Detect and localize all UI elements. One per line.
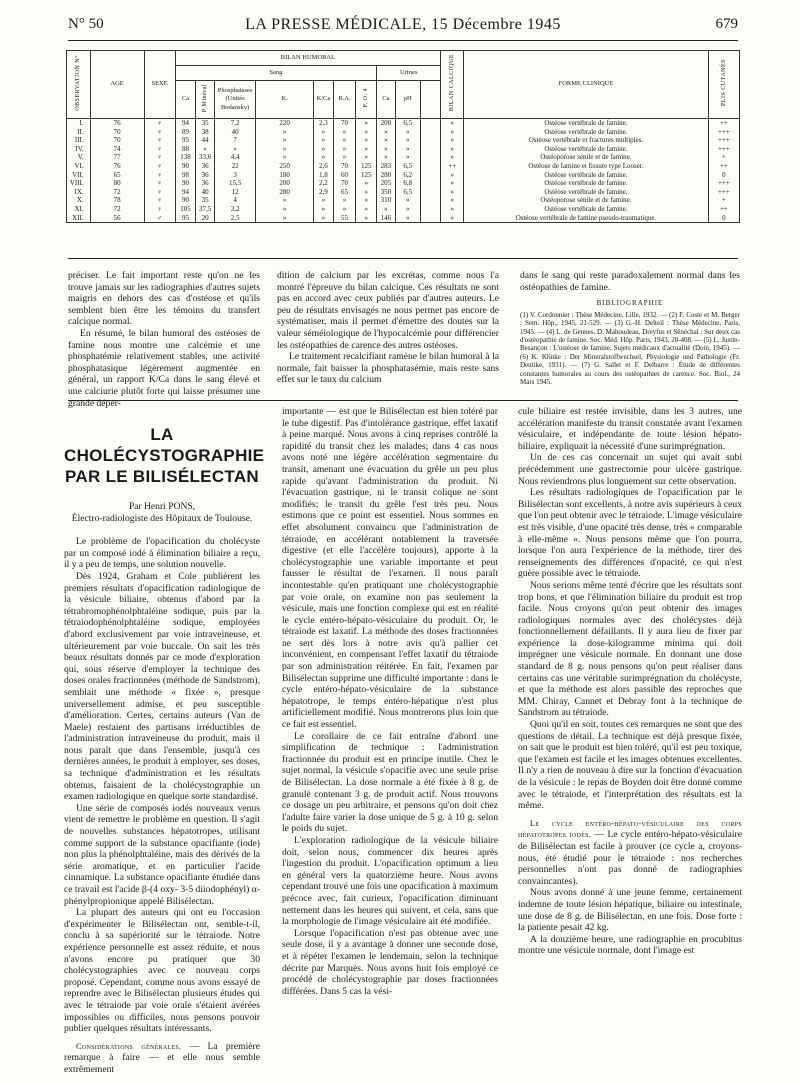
cell-obs: IX. [67, 188, 91, 197]
cell-age: 56 [90, 214, 144, 223]
th-p2o4: P. O. 4 [356, 81, 377, 119]
cell-bc: » [441, 188, 464, 197]
cell-forme: Ostéose de famine et fissure type Looser. [464, 162, 709, 171]
paragraph: cule biliaire est restée invisible, dans les 3 autres, une accélération manifeste du transit constatée avant l'examen vésiculaire, et indépendante de toute lésion hépato-biliaire, expliquait la nécessité d'une surimprégnation. [518, 406, 742, 452]
cell-forme: Ostéose vertébrale de famine. [464, 145, 709, 154]
cell-plis: + [708, 153, 739, 162]
cell-empty [420, 145, 441, 154]
cell-forme: Ostéose vertébrale de famine. [464, 119, 709, 128]
cell-k: » [256, 205, 314, 214]
bibliography-title: BIBLIOGRAPHIE [596, 299, 664, 308]
cell-uca: » [377, 153, 396, 162]
cell-empty [420, 179, 441, 188]
cell-ra: » [333, 205, 356, 214]
cell-empty [420, 153, 441, 162]
cell-phos: 4 [215, 196, 256, 205]
table-row [67, 188, 740, 197]
cell-uca: 310 [377, 196, 396, 205]
cell-age: 74 [90, 145, 144, 154]
cell-bc: » [441, 136, 464, 145]
cell-obs: VI. [67, 162, 91, 171]
cell-phos: 4,4 [215, 153, 256, 162]
cell-ca: 98 [175, 171, 196, 180]
cell-p: 40 [196, 188, 215, 197]
article-column-3 [518, 406, 742, 957]
cell-phos: 3,2 [215, 205, 256, 214]
cell-ph: » [395, 205, 420, 214]
cell-forme: Ostéose vertébrale de famine. [464, 179, 709, 188]
cell-ph: » [395, 153, 420, 162]
paragraph: Une série de composés iodés nouveaux venus vient de remettre le problème en question. Il s'agit de nouvelles substances hépatotropes, utilisant comme support de la substance opacifiante (iode) non plus la phénolphtaléine, mais des dérivés de la série aromatique, et en particulier l'acide cinnamique. La substance opacifiante étudiée dans ce travail est l'acide β-(4 oxy- 3-5 diiodophényl) α-phénylpropionique appelé Bilisélectan. [64, 802, 260, 907]
cell-forme: Ostéose vertébrale de famine. [464, 128, 709, 137]
cell-kca: » [314, 196, 333, 205]
th-ph: pH [395, 81, 420, 119]
cell-age: 70 [90, 136, 144, 145]
cell-sex: ♀ [144, 128, 175, 137]
cell-uca: 350 [377, 188, 396, 197]
cell-kca: » [314, 145, 333, 154]
cell-phos: » [215, 145, 256, 154]
paragraph: dans le sang qui reste paradoxalement normal dans les ostéopathies de famine. [520, 270, 740, 293]
cell-ph: » [395, 136, 420, 145]
paragraph: A la douzième heure, une radiographie en procubitus montre une vésicule normale, dont l'image est [518, 933, 742, 957]
cell-k: 180 [256, 171, 314, 180]
cell-ca: 89 [175, 128, 196, 137]
bibliography: (1) V. Cordonnier : Thèse Médecine, Lille, 1932. — (2) F. Coste et M. Berger : Sem. Hôp., 1945, 21-529. — (3) G.-H. Delteil : Thèse Médecine, Paris, 1945. — (4) L. de Gennes, D. Mahoudeau, Dreyfus et Sénéchal : Sur deux cas d'ostéopathie de famine. Soc. Méd. Hôp. Paris, 1943, 28-408. — (5) L. Justin-Besançon : L'ostéose de famine. Sujets médicaux d'actualité (Doin, 1945). — (6) K. Klinke : Der Mineralstoffwechsel, Physiologie und Pathologie (Fr. Deutike, 1931). — (7) G. Sallet et F. Delbarre : Étude de différentes constantes humorales au cours des ostéopathies de carence. Soc. Biol., 24 Mars 1945. [520, 310, 740, 387]
bilan-humoral-table [66, 50, 740, 223]
cell-obs: I. [67, 119, 91, 128]
table-body [67, 119, 740, 223]
cell-kca: » [314, 128, 333, 137]
cell-uca: 283 [377, 162, 396, 171]
cell-bc: » [441, 179, 464, 188]
th-urines: Urines [377, 66, 441, 81]
section-text: — La première remarque à faire — et elle nous semble extrêmement [64, 1040, 261, 1075]
cell-ca: 90 [175, 196, 196, 205]
table-row [67, 214, 740, 223]
cell-empty [420, 205, 441, 214]
paragraph: Le problème de l'opacification du cholécyste par un composé iodé à élimination biliaire a reçu, il y a peu de temps, une solution nouvelle. [64, 536, 260, 571]
th-ra: R.A. [333, 81, 356, 119]
cell-uca: » [377, 128, 396, 137]
section-paragraph [518, 818, 742, 888]
cell-empty [420, 119, 441, 128]
cell-p: 36 [196, 171, 215, 180]
cell-uca: 146 [377, 214, 396, 223]
cell-bc: » [441, 128, 464, 137]
cell-forme: Ostéose vertébrale de famine. [464, 188, 709, 197]
cell-ra: » [333, 153, 356, 162]
cell-obs: IV. [67, 145, 91, 154]
cell-bc: » [441, 214, 464, 223]
cell-plis: ++ [708, 205, 739, 214]
cell-plis: ++ [708, 162, 739, 171]
paragraph: Le corollaire de ce fait entraîne d'abord une simplification de technique : l'administration fractionnée du produit est en principe inutile. Chez le sujet normal, la vésicule s'opacifie avec une seule prise de Bilisélectan. La dose normale a été fixée à 8 g. de granulé contenant 3 g. de produit actif. Nous trouvons ce dosage un peu arbitraire, et pensons qu'on doit chez l'adulte faire varier la dose unique de 5 g. à 10 g. selon le poids du sujet. [282, 730, 498, 835]
cell-ph: 6,5 [395, 188, 420, 197]
page-number: 679 [715, 16, 738, 32]
cell-k: » [256, 128, 314, 137]
cell-ca: 95 [175, 136, 196, 145]
cell-sex: ♀ [144, 179, 175, 188]
th-sang: Sang [175, 66, 376, 81]
table-row [67, 171, 740, 180]
page-header [68, 16, 738, 36]
cell-bc: » [441, 145, 464, 154]
paragraph: En résumé, le bilan humoral des ostéoses de famine nous montre une calcémie et une phosphatémie relativement stables, une activité phosphatasique légèrement augmentée en général, un rapport K/Ca dans le sang élevé et une calciurie plutôt forte qui laisse présumer une grande déper- [68, 327, 260, 409]
paragraph: Dès 1924, Graham et Cole publièrent les premiers résultats d'opacification radiologique de la vésicule biliaire, obtenus d'abord par la tétrabromophénolphtaléine sodique, puis par la tétraiodophénolphtaléine sodique, employées d'abord exclusivement par voie intraveineuse, et ultérieurement par voie buccale. On sait les très beaux résultats donnés par ce mode d'exploration qui, sous réserve d'employer la technique des doses orales fractionnées (méthode de Sandstrom), semblait une méthode « fixée », presque universellement admise, et peu susceptible d'amélioration. Certes, certains auteurs (Van de Maele) restaient des partisans irréductibles de l'administration intraveineuse du produit, mais il nous paraît que dans l'ensemble, jusqu'à ces dernières années, le produit à employer, ses doses, sa technique d'administration et les résultats obtenus, faisaient de la cholécystographie un examen radiologique en quelque sorte standardisé. [64, 570, 260, 803]
journal-title: LA PRESSE MÉDICALE, 15 Décembre 1945 [245, 16, 561, 33]
cell-kca: » [314, 136, 333, 145]
table-row [67, 145, 740, 154]
cell-phos: 22 [215, 162, 256, 171]
cell-k: » [256, 153, 314, 162]
cell-kca: » [314, 153, 333, 162]
article-column-1 [64, 406, 265, 1076]
cell-plis: + [708, 196, 739, 205]
cell-p: 36 [196, 179, 215, 188]
table-row [67, 128, 740, 137]
th-sexe: SEXE [144, 51, 175, 119]
cell-ph: 6,5 [395, 162, 420, 171]
paragraph: Le traitement recalcifiant ramène le bilan humoral à la normale, fait baisser la phosphatasémie, mais reste sans effet sur le taux du calcium [277, 351, 499, 386]
cell-uca: 205 [377, 179, 396, 188]
cell-p2o4: » [356, 136, 377, 145]
cell-plis: +++ [708, 136, 739, 145]
cell-kca: 2,2 [314, 179, 333, 188]
cell-kca: 2,6 [314, 162, 333, 171]
cell-p: 38 [196, 128, 215, 137]
cell-ph: 6,2 [395, 171, 420, 180]
cell-ph: » [395, 145, 420, 154]
paragraph: L'exploration radiologique de la vésicule biliaire doit, selon nous, commencer dix heures après l'ingestion du produit. L'opacification optimum a lieu en général vers la quatorzième heure. Nous avons cependant trouvé une fois une opacification à maximum précoce avec, fait curieux, l'opacification diminuant nettement dans les heures qui suivent, et cela, sans que la morphologie de l'image vésiculaire ait été modifiée. [282, 834, 498, 928]
cell-p: 37,5 [196, 205, 215, 214]
cell-ra: 65 [333, 188, 356, 197]
cell-ra: 70 [333, 179, 356, 188]
issue-number: N° 50 [68, 16, 104, 32]
cell-sex: ♀ [144, 205, 175, 214]
paragraph: préciser. Le fait important reste qu'on ne les trouve jamais sur les radiographies d'autres sujets maigris en dehors des cas d'ostéose et qu'ils semblent bien être les témoins du transfert calcique normal. [68, 270, 260, 328]
table-row [67, 119, 740, 128]
article-title: LA CHOLÉCYSTOGRAPHIE PAR LE BILISÉLECTAN [64, 425, 265, 486]
cell-ca: 88 [175, 145, 196, 154]
table-row [67, 196, 740, 205]
bilan-table-wrapper [66, 50, 740, 223]
cell-phos: 15,5 [215, 179, 256, 188]
cell-forme: Ostéose vertébrale de famine. [464, 171, 709, 180]
cell-age: 65 [90, 171, 144, 180]
cell-bc: ++ [441, 162, 464, 171]
th-spacer [420, 81, 441, 119]
cell-age: 72 [90, 188, 144, 197]
cell-uca: » [377, 145, 396, 154]
cell-obs: III. [67, 136, 91, 145]
cell-bc: » [441, 196, 464, 205]
cell-k: » [256, 145, 314, 154]
paragraph: La plupart des auteurs qui ont eu l'occasion d'expérimenter le Bilisélectan ont, semble-t-il, conclu à sa supériorité sur le tétraiode. Notre expérience personnelle est assez réduite, et nous n'avons encore pu pratiquer que 30 cholécystographies avec ce nouveau corps proposé. Cependant, comme nous avons essayé de reprendre avec le Bilisélectan plusieurs études qui avec le tétraiode par voie orale s'étaient avérées impossibles ou difficiles, nous pensons pouvoir publier quelques résultats intéressants. [64, 907, 260, 1035]
cell-p2o4: » [356, 214, 377, 223]
th-age: AGE [90, 51, 144, 119]
cell-empty [420, 136, 441, 145]
section-text: — Le cycle entéro-hépato-vésiculaire de Bilisélectan est facile à prouver (ce cycle a, croyons-nous, été étudié pour le tétraiode : nos recherches personnelles n'ont pas donné de radiographies convaincantes). [518, 829, 743, 887]
cell-sex: ♀ [144, 188, 175, 197]
cell-phos: 2,5 [215, 214, 256, 223]
cell-p2o4: » [356, 205, 377, 214]
cell-age: 76 [90, 119, 144, 128]
cell-ca: 94 [175, 119, 196, 128]
cell-obs: VII. [67, 171, 91, 180]
paragraph: Lorsque l'opacification n'est pas obtenue avec une seule dose, il y a avantage à donner une seconde dose, et à répéter l'examen le lendemain, selon la technique décrite par Marquès. Nous avons huit fois employé ce procédé de cholécystographie par doses fractionnées différées. Dans 5 cas la vési- [282, 927, 498, 997]
th-bilan-calcique: BILAN CALCIQUE [441, 51, 464, 119]
table-row [67, 179, 740, 188]
cell-age: 80 [90, 179, 144, 188]
cell-p: 35 [196, 119, 215, 128]
cell-kca: » [314, 214, 333, 223]
cell-ph: » [395, 128, 420, 137]
cell-phos: 7 [215, 136, 256, 145]
cell-k: » [256, 136, 314, 145]
cell-bc: » [441, 205, 464, 214]
cell-ca: 138 [175, 153, 196, 162]
cell-ra: » [333, 145, 356, 154]
cell-p2o4: » [356, 153, 377, 162]
cell-phos: 3 [215, 171, 256, 180]
cell-plis: +++ [708, 128, 739, 137]
cell-ra: » [333, 128, 356, 137]
cell-ra: 55 [333, 214, 356, 223]
paragraph: Nous serions même tenté d'écrire que les résultats sont trop bons, et que l'élimination biliaire du produit est trop facile. Nous croyons qu'on peut obtenir des images radiologiques normales avec des cholécystes déjà fonctionnellement défaillants. Il y aura lieu de fixer par expérience la dose-kilogramme minima qui doit imprégner une vésicule normale. En donnant une dose standard de 8 g. nous pensons qu'on peut réaliser dans certains cas une véritable surimprégnation du cholécyste, et que la méthode est alors passible des reproches que MM. Chiray, Cannet et Debray font à la technique de Sandstrom au tétraiode. [518, 579, 742, 719]
cell-ra: » [333, 196, 356, 205]
cell-uca: 280 [377, 171, 396, 180]
cell-kca: 2,3 [314, 119, 333, 128]
cell-p: 44 [196, 136, 215, 145]
cell-k: » [256, 214, 314, 223]
top-column-3 [520, 270, 740, 386]
cell-obs: II. [67, 128, 91, 137]
cell-p2o4: » [356, 179, 377, 188]
cell-phos: 12 [215, 188, 256, 197]
cell-p2o4: » [356, 128, 377, 137]
cell-obs: V. [67, 153, 91, 162]
cell-p: 35 [196, 196, 215, 205]
table-row [67, 162, 740, 171]
cell-k: 280 [256, 188, 314, 197]
paragraph: Un de ces cas concernait un sujet qui avait subi précédemment une gastrectomie pour ulcère gastrique. Nous reviendrons plus longuement sur cette observation. [518, 452, 742, 487]
cell-p2o4: » [356, 196, 377, 205]
cell-bc: » [441, 153, 464, 162]
cell-p: 36 [196, 162, 215, 171]
cell-p2o4: » [356, 188, 377, 197]
th-ca: Ca [175, 81, 196, 119]
cell-k: » [256, 196, 314, 205]
cell-obs: XI. [67, 205, 91, 214]
cell-phos: 40 [215, 128, 256, 137]
cell-uca: » [377, 205, 396, 214]
cell-p2o4: » [356, 145, 377, 154]
cell-kca: » [314, 205, 333, 214]
cell-p: 20 [196, 214, 215, 223]
cell-k: 250 [256, 162, 314, 171]
cell-sex: ♀ [144, 153, 175, 162]
cell-age: 78 [90, 196, 144, 205]
cell-forme: Ostéose vertébrale de famine pseudo-traumatique. [464, 214, 709, 223]
cell-bc: » [441, 119, 464, 128]
cell-bc: » [441, 171, 464, 180]
cell-ca: 105 [175, 205, 196, 214]
cell-ca: 95 [175, 214, 196, 223]
cell-sex: ♀ [144, 145, 175, 154]
paragraph: importante — est que le Bilisélectan est bien toléré par le tube digestif. Pas d'intolérance gastrique, effet laxatif à peine marqué. Nous avons à cinq reprises contrôlé la rapidité du transit chez les malades; dans 4 cas nous avons noté une légère accélération segmentaire du transit, amenant une évacuation du grêle un peu plus rapide qu'avant l'administration du produit. Ni l'évacuation gastrique, ni le transit colique ne sont modifiés; le transit du grêle l'est très peu. Nous estimons que ce point est essentiel. Nous sommes en effet absolument convaincu que l'administration de tétraiode, en accélérant notablement la traversée digestive (et elle l'accélère toujours), apporte à la cholécystographie une variable importante et peut fausser le résultat de l'examen. Il nous paraît incontestable qu'en pratiquant une cholécystographie par voie orale, on examine non pas seulement la vésicule, mais une fonction complexe qui est en réalité le cycle entéro-hépato-vésiculaire du produit. Or, le tétraiode est laxatif. La méthode des doses fractionnées ne sert dès lors à notre avis qu'à pallier cet inconvénient, en compensant l'effet laxatif du tétraiode par son administration réitérée. En fait, l'examen par Bilisélectan supprime une difficulté importante : dans le cycle entéro-hépato-vésiculaire de la substance hépatotrope, le temps entéro-hépatique n'est plus artificiellement modifié. Nous montrerons plus loin que ce fait est essentiel. [282, 406, 498, 731]
cell-age: 76 [90, 162, 144, 171]
th-forme-clinique: FORME CLINIQUE [464, 51, 709, 119]
cell-ra: 60 [333, 171, 356, 180]
cell-plis: ++ [708, 119, 739, 128]
cell-age: 72 [90, 205, 144, 214]
cell-sex: ♀ [144, 162, 175, 171]
cell-p: » [196, 145, 215, 154]
cell-sex: ♀ [144, 171, 175, 180]
cell-sex: ♀ [144, 136, 175, 145]
cell-ph: » [395, 196, 420, 205]
cell-plis: +++ [708, 188, 739, 197]
th-observation: OBSERVATION N° [67, 51, 91, 119]
cell-empty [420, 214, 441, 223]
cell-obs: X. [67, 196, 91, 205]
cell-ph: 6,8 [395, 179, 420, 188]
paragraph: Nous avons donné à une jeune femme, certainement indemne de toute lésion hépatique, biliaire ou intestinale, une dose de 8 g. de Bilisélectan, en une fois. Dose forte : la patiente pesait 42 kg. [518, 887, 742, 934]
cell-p2o4: 125 [356, 162, 377, 171]
paragraph: Quoi qu'il en soit, toutes ces remarques ne sont que des questions de détail. La technique est déjà presque fixée, on sait que le produit est bien toléré, qu'il est peu toxique, que l'examen est facile et les images obtenues excellentes. Il n'y a rien de nouveau à dire sur la fonction d'évacuation de la vésicule : le repas de Boyden doit être donné comme avec le tétraiode, et l'interprétation des résultats est la même. [518, 719, 742, 812]
top-column-2 [277, 270, 499, 386]
cell-obs: VIII. [67, 179, 91, 188]
cell-plis: 0 [708, 171, 739, 180]
cell-forme: Ostéoporose sénile et de famine. [464, 153, 709, 162]
cell-obs: XII. [67, 214, 91, 223]
cell-forme: Ostéoporose sénile et de famine. [464, 196, 709, 205]
cell-sex: ♀ [144, 119, 175, 128]
section-rule [68, 400, 738, 401]
cell-empty [420, 196, 441, 205]
cell-ph: » [395, 214, 420, 223]
cell-p2o4: » [356, 119, 377, 128]
cell-kca: 2,9 [314, 188, 333, 197]
cell-empty [420, 188, 441, 197]
cell-empty [420, 162, 441, 171]
cell-uca: » [377, 136, 396, 145]
section-heading: Considérations générales. [76, 1041, 182, 1051]
article-column-2 [282, 406, 498, 997]
cell-plis: +++ [708, 145, 739, 154]
cell-ra: 70 [333, 119, 356, 128]
cell-ca: 90 [175, 162, 196, 171]
th-k: K. [256, 81, 314, 119]
cell-ra: 70 [333, 162, 356, 171]
cell-empty [420, 128, 441, 137]
th-bilan-humoral: BILAN HUMORAL [175, 51, 441, 66]
cell-age: 70 [90, 128, 144, 137]
cell-sex: ♀ [144, 196, 175, 205]
cell-plis: +++ [708, 179, 739, 188]
cell-sex: ♂ [144, 214, 175, 223]
cell-forme: Ostéose vertébrale et fractures multiples. [464, 136, 709, 145]
th-p-mineral: P Minéral [196, 81, 215, 119]
author-byline: Par Henri PONS, [128, 501, 196, 512]
th-plis-cutanes: PLIS CUTANÉS [708, 51, 739, 119]
table-row [67, 205, 740, 214]
th-urine-ca: Ca [377, 81, 396, 119]
cell-phos: 7,2 [215, 119, 256, 128]
cell-ph: 6,5 [395, 119, 420, 128]
th-phosphatases: Phosphatases (Unités Bodansky) [215, 81, 256, 119]
cell-k: 200 [256, 179, 314, 188]
section-paragraph [64, 1041, 260, 1076]
cell-p2o4: 125 [356, 171, 377, 180]
cell-plis: 0 [708, 214, 739, 223]
cell-age: 77 [90, 153, 144, 162]
author-affiliation: Électro-radiologiste des Hôpitaux de Toulouse. [71, 512, 253, 524]
header-rule [68, 40, 738, 41]
paragraph: dition de calcium par les excrétas, comme nous l'a montré l'épreuve du bilan calcique. Ces résultats ne sont pas en accord avec ceux publiés par d'autres auteurs. Le peu de résultats envisagés ne nous permet pas encore de systématiser, mais il permet d'émettre des doutes sur la valeur séméiologique de l'hypocalcémie pour différencier les ostéopathies de carence des autres ostéoses. [277, 270, 499, 351]
cell-kca: 1,8 [314, 171, 333, 180]
cell-uca: 200 [377, 119, 396, 128]
table-bottom-rule [68, 258, 738, 259]
section-heading: Le cycle entéro-hépato-vésiculaire des corps hépatotropes iodés. [518, 818, 742, 840]
table-row [67, 136, 740, 145]
th-kca: K/Ca [314, 81, 333, 119]
table-row [67, 153, 740, 162]
cell-k: 220 [256, 119, 314, 128]
paragraph: Les résultats radiologiques de l'opacification par le Bilisélectan sont excellents, à notre avis supérieurs à ceux que l'on peut obtenir avec le tétraiode. L'image vésiculaire est très visible, d'une opacité très dense, très « comparable à elle-même ». Nous pensons même que l'on pourra, lorsque l'on aura l'expérience de la méthode, tirer des renseignements des différences d'opacité, ce qui n'est guère possible avec le tétraiode. [518, 487, 742, 580]
cell-ca: 94 [175, 188, 196, 197]
top-column-1 [68, 270, 260, 409]
cell-ca: 90 [175, 179, 196, 188]
cell-p: 33,6 [196, 153, 215, 162]
cell-ra: » [333, 136, 356, 145]
cell-forme: Ostéose vertébrale de famine. [464, 205, 709, 214]
cell-empty [420, 171, 441, 180]
